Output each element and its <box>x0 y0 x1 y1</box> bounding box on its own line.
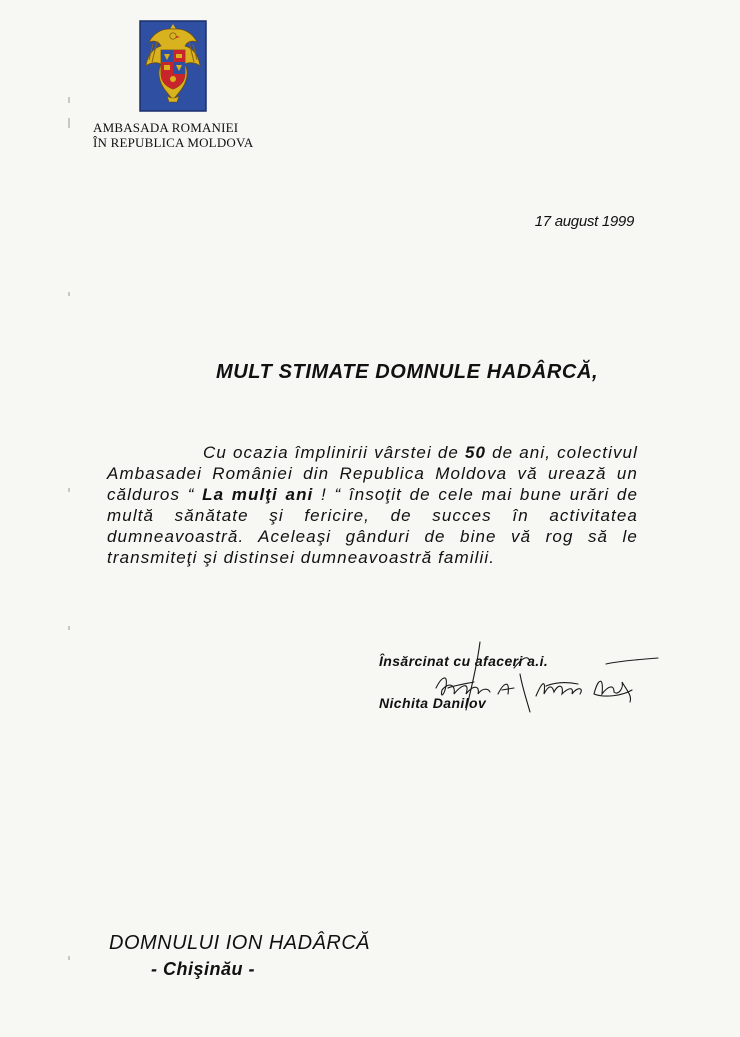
addressee-name: DOMNULUI ION HADÂRCĂ <box>109 932 371 954</box>
letter-date: 17 august 1999 <box>534 213 634 230</box>
signatory-title: Însărcinat cu afaceri a.i. <box>379 653 549 669</box>
signatory-name: Nichita Danilov <box>379 695 487 711</box>
scan-mark <box>68 956 70 960</box>
body-part-2: de ani, colectivul Ambasadei României din Republica Moldova vă urează un călduros “ <box>107 443 638 504</box>
romania-coat-of-arms-icon <box>139 20 207 112</box>
body-wish: La mulţi ani <box>202 485 314 504</box>
addressee-city: - Chişinău - <box>151 959 255 979</box>
salutation: MULT STIMATE DOMNULE HADÂRCĂ, <box>216 361 599 383</box>
embassy-letterhead <box>93 120 254 150</box>
scan-mark <box>68 97 70 103</box>
scan-mark <box>68 292 70 296</box>
body-age: 50 <box>464 443 487 462</box>
addressee-block <box>109 930 370 982</box>
letterhead-line-2: ÎN REPUBLICA MOLDOVA <box>93 135 254 150</box>
body-part-3: ! “ însoţit de cele mai bune urări de multă sănătate şi fericire, de succes în activitatea dumneavoastră. Aceleaşi gânduri de bine vă rog să le transmiteţi şi distinsei dumneavoastră familii. <box>107 485 638 567</box>
scan-mark <box>68 488 70 492</box>
letter-body <box>107 442 638 568</box>
body-part-1: Cu ocazia împlinirii vârstei de <box>203 443 465 462</box>
scan-mark <box>68 626 70 630</box>
letterhead-line-1: AMBASADA ROMANIEI <box>93 120 239 135</box>
handwritten-signature <box>418 638 663 718</box>
scan-mark <box>68 118 70 128</box>
